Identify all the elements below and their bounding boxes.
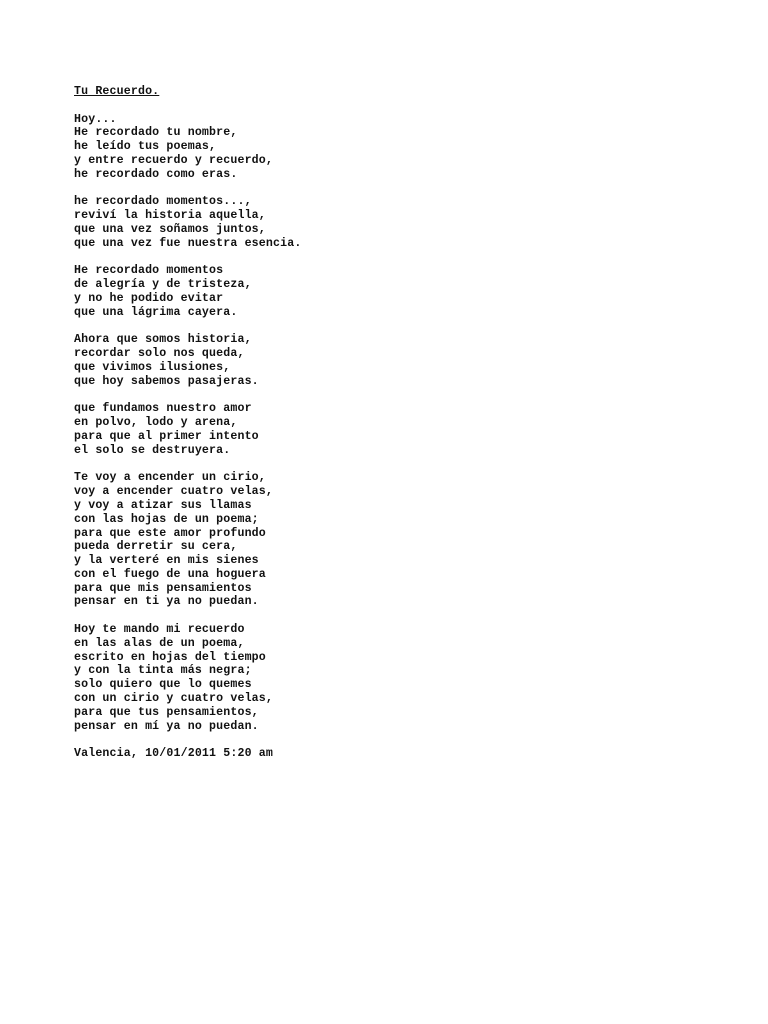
poem-line: pensar en mí ya no puedan. (74, 719, 259, 733)
stanza-1 (74, 113, 714, 182)
stanza-3 (74, 264, 714, 319)
poem-line: con un cirio y cuatro velas, (74, 692, 274, 706)
poem-line: para que al primer intento (74, 429, 259, 443)
poem-line: con el fuego de una hoguera (74, 567, 266, 581)
poem-line: que una vez fue nuestra esencia. (74, 236, 302, 250)
poem-line: y entre recuerdo y recuerdo, (74, 153, 274, 167)
poem-line: Hoy... (74, 112, 117, 126)
poem-line: reviví la historia aquella, (74, 209, 266, 223)
poem-line: he recordado momentos..., (74, 195, 252, 209)
poem-line: y no he podido evitar (74, 291, 224, 305)
stanza-5 (74, 402, 714, 457)
poem-line: he recordado como eras. (74, 167, 238, 181)
poem-line: que una vez soñamos juntos, (74, 222, 266, 236)
poem-line: y la verteré en mis sienes (74, 554, 259, 568)
poem-line: pensar en ti ya no puedan. (74, 595, 259, 609)
poem-line: de alegría y de tristeza, (74, 278, 252, 292)
poem-line: en las alas de un poema, (74, 636, 245, 650)
poem-title: Tu Recuerdo. (74, 85, 160, 98)
poem-line: voy a encender cuatro velas, (74, 485, 274, 499)
poem-line: que fundamos nuestro amor (74, 402, 252, 416)
poem-line: y con la tinta más negra; (74, 664, 252, 678)
poem-line: y voy a atizar sus llamas (74, 498, 252, 512)
poem-line: Ahora que somos historia, (74, 333, 252, 347)
poem-stanzas (74, 113, 714, 734)
poem-line: Te voy a encender un cirio, (74, 471, 266, 485)
poem-line: en polvo, lodo y arena, (74, 416, 238, 430)
poem-line: recordar solo nos queda, (74, 347, 245, 361)
poem-line: solo quiero que lo quemes (74, 678, 252, 692)
poem-signature: Valencia, 10/01/2011 5:20 am (74, 747, 274, 761)
poem-line: He recordado tu nombre, (74, 126, 238, 140)
poem-line: Hoy te mando mi recuerdo (74, 623, 245, 637)
poem-line: he leído tus poemas, (74, 140, 217, 154)
poem-line: que hoy sabemos pasajeras. (74, 374, 259, 388)
poem-line: con las hojas de un poema; (74, 512, 259, 526)
poem-line: que una lágrima cayera. (74, 305, 238, 319)
poem-body (74, 85, 714, 761)
stanza-2 (74, 195, 714, 250)
stanza-6 (74, 471, 714, 609)
poem-line: He recordado momentos (74, 264, 224, 278)
poem-line: pueda derretir su cera, (74, 540, 238, 554)
stanza-7 (74, 623, 714, 733)
stanza-4 (74, 333, 714, 388)
poem-line: escrito en hojas del tiempo (74, 650, 266, 664)
poem-line: el solo se destruyera. (74, 443, 231, 457)
poem-line: para que mis pensamientos (74, 581, 252, 595)
poem-line: para que tus pensamientos, (74, 705, 259, 719)
poem-line: para que este amor profundo (74, 526, 266, 540)
poem-line: que vivimos ilusiones, (74, 360, 231, 374)
